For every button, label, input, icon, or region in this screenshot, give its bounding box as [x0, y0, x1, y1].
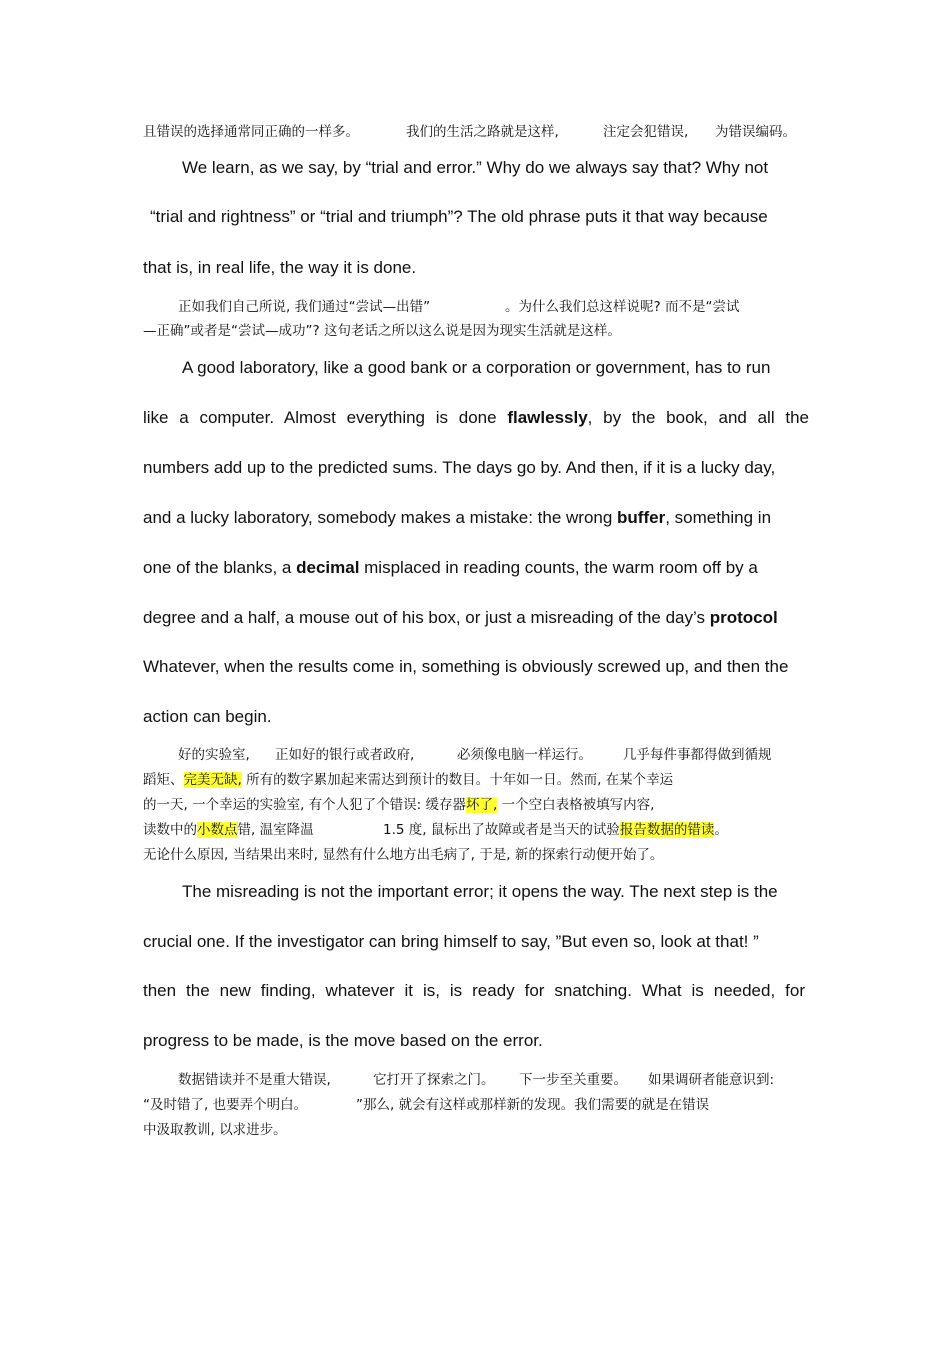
en-line: Whatever, when the results come in, something is obviously screwed up, and then the: [143, 657, 789, 676]
zh-line: [178, 1068, 331, 1088]
highlighted-text: 小数点: [197, 822, 238, 838]
zh-line: [603, 120, 688, 140]
text-segment: 几乎每件事都得做到循规: [623, 747, 772, 763]
highlighted-text: 报告数据的错读: [619, 822, 715, 838]
text-segment: like a computer. Almost everything is done: [143, 408, 508, 427]
zh-line: [143, 120, 359, 140]
zh-line: [406, 120, 559, 140]
zh-line: [505, 295, 739, 315]
text-segment: 如果调研者能意识到:: [648, 1072, 775, 1088]
text-segment: and a lucky laboratory, somebody makes a mistake: the wrong: [143, 508, 618, 527]
highlighted-text: 坏了,: [466, 797, 498, 813]
text-segment: ”那么, 就会有这样或那样新的发现。我们需要的就是在错误: [356, 1097, 710, 1113]
text-segment: 我们的生活之路就是这样,: [406, 124, 559, 140]
en-line: [143, 408, 809, 428]
en-line: [143, 558, 758, 578]
text-segment: 错, 温室降温: [237, 822, 314, 838]
zh-line: [178, 295, 430, 315]
text-segment: , something in: [665, 508, 772, 527]
en-line: The misreading is not the important error; it opens the way. The next step is the: [182, 882, 778, 901]
text-segment: one of the blanks, a: [143, 558, 297, 577]
text-segment: 。: [714, 822, 728, 838]
zh-line: [623, 743, 772, 763]
text-segment: degree and a half, a mouse out of his box, or just a misreading of the day’s: [143, 608, 710, 627]
zh-line: —正确”或者是“尝试—成功”? 这句老话之所以这么说是因为现实生活就是这样。: [143, 323, 621, 339]
en-line: [143, 508, 771, 528]
bold-term: decimal: [296, 558, 360, 577]
text-segment: 读数中的: [143, 822, 197, 838]
zh-line: [383, 818, 728, 838]
highlighted-text: 完美无缺,: [183, 772, 242, 788]
zh-line: [457, 743, 592, 763]
en-line: We learn, as we say, by “trial and error.” Why do we always say that? Why not: [182, 158, 769, 177]
text-segment: 正如我们自己所说, 我们通过“尝试—出错”: [178, 299, 431, 315]
text-segment: 数据错读并不是重大错误,: [178, 1072, 331, 1088]
en-line: action can begin.: [143, 707, 272, 726]
en-line: progress to be made, is the move based on the error.: [143, 1031, 543, 1050]
text-segment: 它打开了探索之门。: [373, 1072, 495, 1088]
zh-line: [373, 1068, 495, 1088]
en-line: then the new finding, whatever it is, is ready for snatching. What is needed, for: [143, 981, 805, 1000]
bold-term: protocol: [709, 608, 778, 627]
bold-term: buffer: [617, 508, 666, 527]
text-segment: 必须像电脑一样运行。: [457, 747, 592, 763]
text-segment: 注定会犯错误,: [603, 124, 689, 140]
text-segment: “及时错了, 也要弄个明白。: [143, 1097, 308, 1113]
text-segment: misplaced in reading counts, the warm room off by a: [359, 558, 758, 577]
bold-term: flawlessly: [507, 408, 588, 427]
en-line: numbers add up to the predicted sums. The days go by. And then, if it is a lucky day,: [143, 458, 776, 477]
en-line: “trial and rightness” or “trial and triumph”? The old phrase puts it that way because: [150, 207, 768, 226]
zh-line: [275, 743, 414, 763]
zh-line: [519, 1068, 627, 1088]
en-line: A good laboratory, like a good bank or a corporation or government, has to run: [182, 358, 771, 377]
text-segment: 。为什么我们总这样说呢? 而不是“尝试: [505, 299, 740, 315]
text-segment: 所有的数字累加起来需达到预计的数目。十年如一日。然而, 在某个幸运: [241, 772, 674, 788]
text-segment: 蹈矩、: [143, 772, 184, 788]
text-segment: 为错误编码。: [715, 124, 796, 140]
text-segment: , by the book, and all the: [587, 408, 809, 427]
zh-line: 中汲取教训, 以求进步。: [143, 1122, 287, 1138]
text-segment: 1.5 度, 鼠标出了故障或者是当天的试验: [383, 822, 620, 838]
en-line: that is, in real life, the way it is done.: [143, 258, 417, 277]
zh-line: [143, 793, 654, 813]
text-segment: 好的实验室,: [178, 747, 250, 763]
en-line: [143, 608, 778, 628]
zh-line: [178, 743, 250, 763]
zh-line: 无论什么原因, 当结果出来时, 显然有什么地方出毛病了, 于是, 新的探索行动便开始了。: [143, 847, 664, 863]
text-segment: 一个空白表格被填写内容,: [497, 797, 655, 813]
zh-line: [143, 818, 314, 838]
en-line: crucial one. If the investigator can bring himself to say, ”But even so, look at that! ”: [143, 932, 759, 951]
zh-line: [715, 120, 796, 140]
zh-line: [143, 768, 673, 788]
zh-line: [356, 1093, 709, 1113]
text-segment: 的一天, 一个幸运的实验室, 有个人犯了个错误: 缓存器: [143, 797, 467, 813]
zh-line: [648, 1068, 774, 1088]
text-segment: 下一步至关重要。: [519, 1072, 627, 1088]
zh-line: [143, 1093, 307, 1113]
text-segment: 且错误的选择通常同正确的一样多。: [143, 124, 359, 140]
text-segment: 正如好的银行或者政府,: [275, 747, 415, 763]
